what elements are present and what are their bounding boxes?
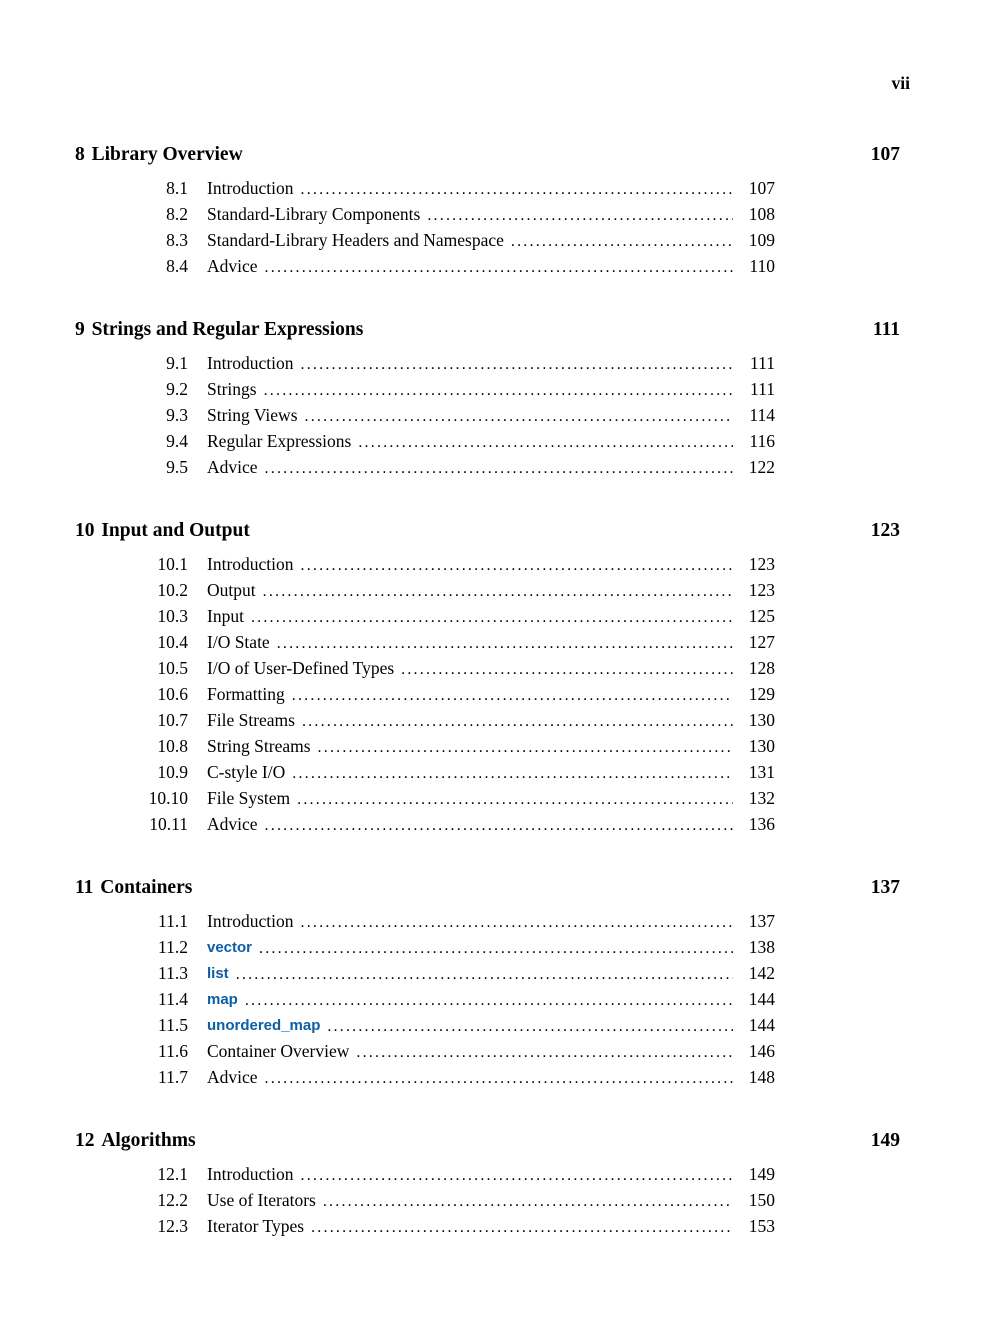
chapter-page-number: 149 [870,1130,900,1151]
section-title: Introduction [207,554,294,574]
chapter-block [75,317,900,481]
dot-leader [323,1189,733,1214]
toc-entry [75,604,775,630]
chapter-block [75,518,900,838]
toc-entry [75,1214,775,1240]
section-title: I/O of User-Defined Types [207,658,395,678]
section-title: Use of Iterators [207,1190,316,1210]
section-page-number: 128 [748,658,775,678]
section-page-number: 110 [749,256,775,276]
toc-entry [75,656,775,682]
section-page-number: 136 [748,814,775,834]
section-title: Formatting [207,684,285,704]
chapter-page-number: 111 [872,319,900,340]
section-page-number: 153 [748,1216,775,1236]
dot-leader [356,1040,733,1065]
section-number: 11.4 [158,989,188,1009]
section-title: File Streams [207,710,295,730]
section-number: 8.3 [166,230,188,250]
dot-leader [292,761,733,786]
dot-leader [511,229,733,254]
section-page-number: 137 [748,911,775,931]
section-title: Container Overview [207,1041,350,1061]
section-page-number: 131 [748,762,775,782]
section-number: 11.5 [158,1015,188,1035]
toc-entry [75,909,775,935]
section-number: 10.11 [149,814,188,834]
chapter-number: 8 [75,144,85,165]
section-page-number: 129 [748,684,775,704]
dot-leader [265,813,733,838]
section-title: Advice [207,1067,258,1087]
section-page-number: 138 [748,937,775,957]
section-title: C-style I/O [207,762,286,782]
dot-leader [236,962,733,987]
section-title: String Streams [207,736,311,756]
chapter-number: 12 [75,1130,95,1151]
chapter-heading [75,875,900,901]
chapter-page-number: 137 [870,877,900,898]
section-page-number: 142 [748,963,775,983]
section-page-number: 127 [748,632,775,652]
section-page-number: 150 [748,1190,775,1210]
toc-entry [75,429,775,455]
toc-entry [75,202,775,228]
dot-leader [277,631,733,656]
section-number: 9.3 [166,405,188,425]
toc-entry [75,455,775,481]
section-number: 9.2 [166,379,188,399]
chapter-title: Library Overview [91,144,243,165]
toc-entry [75,760,775,786]
toc-entry [75,812,775,838]
section-number: 9.1 [166,353,188,373]
section-number: 10.2 [157,580,188,600]
chapter-heading-text [75,875,192,901]
section-title: Introduction [207,1164,294,1184]
chapter-block [75,142,900,280]
dot-leader [302,709,733,734]
section-number: 10.8 [157,736,188,756]
dot-leader [301,1163,733,1188]
section-title: map [207,991,238,1008]
chapter-title: Input and Output [101,520,250,541]
section-number: 11.7 [158,1067,188,1087]
section-page-number: 125 [748,606,775,626]
chapter-title: Algorithms [101,1130,196,1151]
section-page-number: 111 [750,353,775,373]
chapter-heading [75,1128,900,1154]
section-page-number: 108 [748,204,775,224]
toc-entry [75,1162,775,1188]
dot-leader [301,553,733,578]
chapter-heading [75,142,900,168]
chapter-page-number: 107 [870,144,900,165]
section-number: 10.7 [157,710,188,730]
dot-leader [263,579,733,604]
toc-entry [75,961,775,987]
section-number: 10.6 [157,684,188,704]
section-title: unordered_map [207,1017,321,1034]
page-number-folio: vii [891,73,910,93]
section-title: Introduction [207,353,294,373]
section-title: Standard-Library Headers and Namespace [207,230,504,250]
dot-leader [265,1066,733,1091]
section-number: 12.2 [157,1190,188,1210]
chapter-block [75,875,900,1091]
toc-entry [75,682,775,708]
section-title: Introduction [207,178,294,198]
chapter-heading [75,317,900,343]
toc-entry [75,1039,775,1065]
section-page-number: 148 [748,1067,775,1087]
section-page-number: 149 [748,1164,775,1184]
toc-entry [75,734,775,760]
dot-leader [401,657,733,682]
section-title: Advice [207,457,258,477]
toc-entry [75,351,775,377]
section-page-number: 123 [748,580,775,600]
section-title: Advice [207,814,258,834]
dot-leader [259,936,733,961]
section-page-number: 144 [748,989,775,1009]
section-number: 10.4 [157,632,188,652]
section-number: 10.10 [148,788,188,808]
dot-leader [265,456,733,481]
section-number: 11.1 [158,911,188,931]
toc-entry [75,630,775,656]
dot-leader [251,605,733,630]
section-title: I/O State [207,632,270,652]
chapter-number: 11 [75,877,94,898]
chapter-title: Containers [100,877,193,898]
toc-entry [75,1065,775,1091]
section-page-number: 123 [748,554,775,574]
section-title: Introduction [207,911,294,931]
chapter-title: Strings and Regular Expressions [91,319,364,340]
chapter-heading-text [75,1128,196,1154]
chapter-block [75,1128,900,1240]
toc-entry [75,578,775,604]
section-title: Output [207,580,256,600]
toc-entry [75,254,775,280]
section-number: 11.3 [158,963,188,983]
toc-entry [75,403,775,429]
dot-leader [264,378,733,403]
section-number: 12.3 [157,1216,188,1236]
section-title: Iterator Types [207,1216,305,1236]
toc-entry [75,786,775,812]
dot-leader [318,735,733,760]
chapter-heading-text [75,317,363,343]
table-of-contents [75,142,900,1240]
toc-entry [75,1188,775,1214]
section-number: 8.1 [166,178,188,198]
toc-entry [75,935,775,961]
section-title: list [207,965,229,982]
section-page-number: 130 [748,736,775,756]
section-page-number: 132 [748,788,775,808]
section-page-number: 146 [748,1041,775,1061]
chapter-number: 9 [75,319,85,340]
dot-leader [305,404,733,429]
section-title: Advice [207,256,258,276]
dot-leader [245,988,733,1013]
section-number: 12.1 [157,1164,188,1184]
section-title: Input [207,606,244,626]
toc-entry [75,552,775,578]
section-page-number: 144 [748,1015,775,1035]
dot-leader [292,683,733,708]
section-number: 10.5 [157,658,188,678]
section-title: Regular Expressions [207,431,352,451]
dot-leader [327,1014,733,1039]
section-number: 9.5 [166,457,188,477]
dot-leader [427,203,733,228]
section-title: vector [207,939,253,956]
toc-entry [75,377,775,403]
section-number: 10.9 [157,762,188,782]
dot-leader [311,1215,733,1240]
section-number: 8.4 [166,256,188,276]
section-page-number: 122 [748,457,775,477]
toc-entry [75,228,775,254]
dot-leader [301,352,733,377]
section-number: 11.2 [158,937,188,957]
section-page-number: 109 [748,230,775,250]
chapter-page-number: 123 [870,520,900,541]
section-number: 9.4 [166,431,188,451]
section-page-number: 114 [749,405,775,425]
section-page-number: 111 [750,379,775,399]
chapter-heading-text [75,142,243,168]
dot-leader [297,787,733,812]
dot-leader [301,910,733,935]
section-page-number: 107 [748,178,775,198]
toc-entry [75,1013,775,1039]
dot-leader [301,177,733,202]
section-number: 10.3 [157,606,188,626]
toc-entry [75,987,775,1013]
section-title: Strings [207,379,257,399]
chapter-heading [75,518,900,544]
chapter-heading-text [75,518,250,544]
section-title: File System [207,788,291,808]
section-page-number: 130 [748,710,775,730]
section-title: Standard-Library Components [207,204,421,224]
section-page-number: 116 [749,431,775,451]
section-title: String Views [207,405,298,425]
section-number: 8.2 [166,204,188,224]
toc-entry [75,176,775,202]
dot-leader [265,255,733,280]
section-number: 10.1 [157,554,188,574]
section-number: 11.6 [158,1041,188,1061]
toc-entry [75,708,775,734]
dot-leader [358,430,733,455]
chapter-number: 10 [75,520,95,541]
